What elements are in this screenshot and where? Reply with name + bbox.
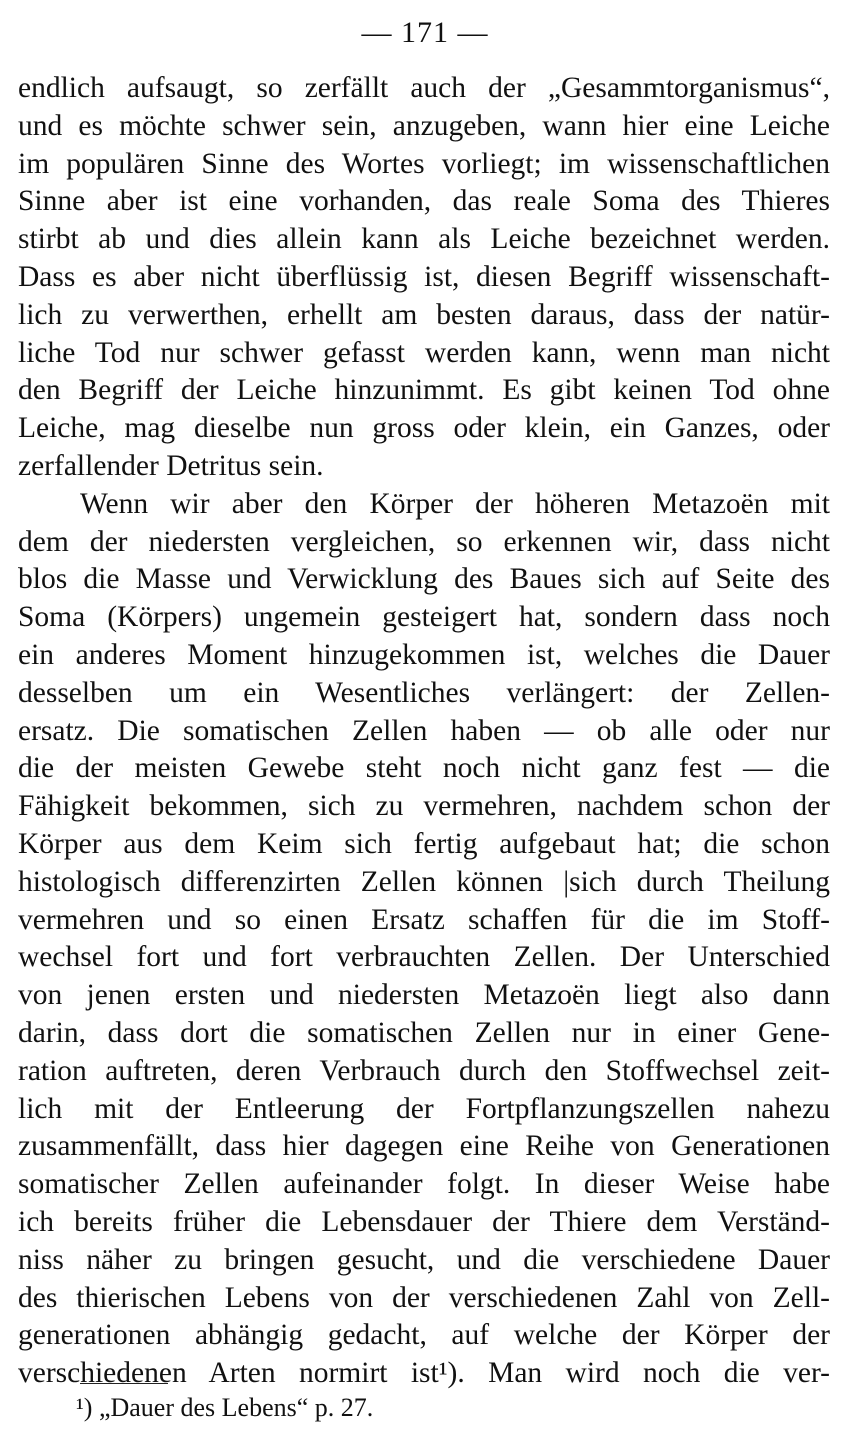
text-line: die der meisten Gewebe steht noch nicht ganz fest — die — [18, 752, 830, 785]
footnote — [76, 1392, 373, 1424]
text-line: vermehren und so einen Ersatz schaffen für die im Stoff- — [18, 903, 830, 936]
text-line: generationen abhängig gedacht, auf welche der Körper der — [18, 1319, 830, 1352]
body-text — [18, 70, 830, 1393]
text-line: den Begriff der Leiche hinzunimmt. Es gibt keinen Tod ohne — [18, 374, 830, 407]
text-line: dem der niedersten vergleichen, so erkennen wir, dass nicht — [18, 525, 830, 558]
text-line: im populären Sinne des Wortes vorliegt; im wissenschaftlichen — [18, 147, 830, 180]
text-line: Dass es aber nicht überflüssig ist, diesen Begriff wissenschaft- — [18, 260, 830, 293]
text-line: somatischer Zellen aufeinander folgt. In dieser Weise habe — [18, 1168, 830, 1201]
text-line: desselben um ein Wesentliches verlängert: der Zellen- — [18, 676, 830, 709]
text-line: Wenn wir aber den Körper der höheren Metazoën mit — [80, 487, 830, 520]
text-line: wechsel fort und fort verbrauchten Zellen. Der Unterschied — [18, 941, 830, 974]
footnote-text: „Dauer des Lebens“ p. 27. — [98, 1393, 374, 1422]
text-line: liche Tod nur schwer gefasst werden kann, wenn man nicht — [18, 336, 830, 369]
text-line: histologisch differenzirten Zellen können |sich durch Theilung — [18, 865, 830, 898]
text-line: und es möchte schwer sein, anzugeben, wann hier eine Leiche — [18, 109, 830, 142]
text-line: ich bereits früher die Lebensdauer der Thiere dem Verständ- — [18, 1205, 830, 1238]
text-line: von jenen ersten und niedersten Metazoën liegt also dann — [18, 979, 830, 1012]
text-line: Soma (Körpers) ungemein gesteigert hat, sondern dass noch — [18, 601, 830, 634]
text-line: Fähigkeit bekommen, sich zu vermehren, nachdem schon der — [18, 790, 830, 823]
text-line: zerfallender Detritus sein. — [18, 449, 324, 482]
text-line: Körper aus dem Keim sich fertig aufgebaut hat; die schon — [18, 827, 830, 860]
text-line: zusammenfällt, dass hier dagegen eine Reihe von Generationen — [18, 1130, 830, 1163]
text-line: ration auftreten, deren Verbrauch durch den Stoffwechsel zeit- — [18, 1054, 830, 1087]
text-line: ersatz. Die somatischen Zellen haben — ob alle oder nur — [18, 714, 830, 747]
text-line: stirbt ab und dies allein kann als Leiche bezeichnet werden. — [18, 223, 830, 256]
text-line: verschiedenen Arten normirt ist¹). Man wird noch die ver- — [18, 1357, 830, 1390]
text-line: lich mit der Entleerung der Fortpflanzungszellen nahezu — [18, 1092, 830, 1125]
text-line: niss näher zu bringen gesucht, und die verschiedene Dauer — [18, 1243, 830, 1276]
text-line: blos die Masse und Verwicklung des Baues sich auf Seite des — [18, 563, 830, 596]
text-line: ein anderes Moment hinzugekommen ist, welches die Dauer — [18, 638, 830, 671]
page-number: — 171 — — [361, 16, 489, 49]
text-line: Leiche, mag dieselbe nun gross oder klein, ein Ganzes, oder — [18, 412, 830, 445]
text-line: endlich aufsaugt, so zerfällt auch der „Gesammtorganismus“, — [18, 72, 830, 104]
footnote-rule — [80, 1383, 168, 1384]
text-line: lich zu verwerthen, erhellt am besten daraus, dass der natür- — [18, 298, 830, 331]
text-line: darin, dass dort die somatischen Zellen nur in einer Gene- — [18, 1016, 830, 1049]
footnote-marker: ¹) — [76, 1393, 93, 1422]
text-line: Sinne aber ist eine vorhanden, das reale Soma des Thieres — [18, 185, 830, 218]
text-line: des thierischen Lebens von der verschiedenen Zahl von Zell- — [18, 1281, 830, 1314]
